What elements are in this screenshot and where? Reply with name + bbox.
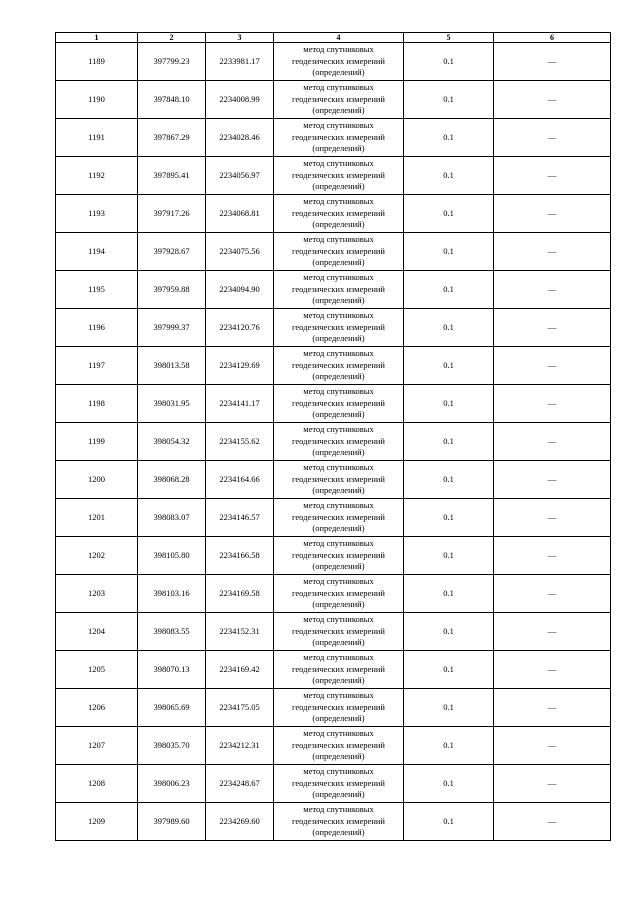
- x-coordinate-cell: 398035.70: [138, 727, 206, 765]
- x-coordinate-cell: 398103.16: [138, 575, 206, 613]
- method-line: геодезических измерений: [292, 549, 385, 560]
- table-row: [56, 385, 611, 423]
- accuracy-cell: 0.1: [404, 803, 494, 841]
- point-number-cell: 1196: [56, 309, 138, 347]
- table-row: [56, 613, 611, 651]
- method-line: геодезических измерений: [292, 511, 385, 522]
- accuracy-cell: 0.1: [404, 43, 494, 81]
- table-row: [56, 727, 611, 765]
- x-coordinate-cell: 398070.13: [138, 651, 206, 689]
- table-header-row: [56, 33, 611, 43]
- point-number-cell: 1208: [56, 765, 138, 803]
- x-coordinate-cell: 398083.07: [138, 499, 206, 537]
- table-row: [56, 537, 611, 575]
- method-cell: [274, 157, 404, 195]
- method-cell: [274, 233, 404, 271]
- note-cell: —: [494, 727, 611, 765]
- method-line: геодезических измерений: [292, 663, 385, 674]
- point-number-cell: 1199: [56, 423, 138, 461]
- note-cell: —: [494, 537, 611, 575]
- method-cell: [274, 271, 404, 309]
- note-cell: —: [494, 195, 611, 233]
- method-line: (определений): [312, 637, 365, 648]
- note-cell: —: [494, 575, 611, 613]
- note-cell: —: [494, 613, 611, 651]
- accuracy-cell: 0.1: [404, 233, 494, 271]
- y-coordinate-cell: 2234141.17: [206, 385, 274, 423]
- method-line: (определений): [312, 827, 365, 838]
- table-row: [56, 765, 611, 803]
- y-coordinate-cell: 2234068.81: [206, 195, 274, 233]
- note-cell: —: [494, 347, 611, 385]
- accuracy-cell: 0.1: [404, 157, 494, 195]
- coordinates-table: [55, 32, 611, 841]
- method-cell: [274, 347, 404, 385]
- point-number-cell: 1209: [56, 803, 138, 841]
- table-row: [56, 195, 611, 233]
- method-line: (определений): [312, 713, 365, 724]
- accuracy-cell: 0.1: [404, 347, 494, 385]
- method-line: (определений): [312, 675, 365, 686]
- method-line: метод спутниковых: [303, 158, 374, 169]
- note-cell: —: [494, 423, 611, 461]
- x-coordinate-cell: 398065.69: [138, 689, 206, 727]
- method-line: геодезических измерений: [292, 777, 385, 788]
- column-header: 2: [138, 33, 206, 43]
- method-cell: [274, 385, 404, 423]
- column-header: 6: [494, 33, 611, 43]
- point-number-cell: 1194: [56, 233, 138, 271]
- table-row: [56, 233, 611, 271]
- method-line: геодезических измерений: [292, 93, 385, 104]
- method-cell: [274, 727, 404, 765]
- y-coordinate-cell: 2234166.58: [206, 537, 274, 575]
- method-line: метод спутниковых: [303, 196, 374, 207]
- x-coordinate-cell: 398031.95: [138, 385, 206, 423]
- note-cell: —: [494, 499, 611, 537]
- accuracy-cell: 0.1: [404, 575, 494, 613]
- method-line: метод спутниковых: [303, 538, 374, 549]
- x-coordinate-cell: 397895.41: [138, 157, 206, 195]
- point-number-cell: 1205: [56, 651, 138, 689]
- accuracy-cell: 0.1: [404, 499, 494, 537]
- method-line: метод спутниковых: [303, 386, 374, 397]
- column-header: 5: [404, 33, 494, 43]
- note-cell: —: [494, 309, 611, 347]
- method-line: (определений): [312, 789, 365, 800]
- method-line: метод спутниковых: [303, 614, 374, 625]
- method-cell: [274, 537, 404, 575]
- point-number-cell: 1201: [56, 499, 138, 537]
- point-number-cell: 1198: [56, 385, 138, 423]
- method-line: (определений): [312, 105, 365, 116]
- accuracy-cell: 0.1: [404, 423, 494, 461]
- method-line: геодезических измерений: [292, 359, 385, 370]
- method-cell: [274, 119, 404, 157]
- note-cell: —: [494, 157, 611, 195]
- method-line: геодезических измерений: [292, 131, 385, 142]
- y-coordinate-cell: 2234146.57: [206, 499, 274, 537]
- y-coordinate-cell: 2234155.62: [206, 423, 274, 461]
- table-row: [56, 119, 611, 157]
- method-line: геодезических измерений: [292, 283, 385, 294]
- point-number-cell: 1203: [56, 575, 138, 613]
- method-line: геодезических измерений: [292, 587, 385, 598]
- method-line: метод спутниковых: [303, 234, 374, 245]
- method-line: (определений): [312, 523, 365, 534]
- method-line: (определений): [312, 561, 365, 572]
- point-number-cell: 1200: [56, 461, 138, 499]
- method-line: геодезических измерений: [292, 207, 385, 218]
- y-coordinate-cell: 2234164.66: [206, 461, 274, 499]
- note-cell: —: [494, 233, 611, 271]
- x-coordinate-cell: 397917.26: [138, 195, 206, 233]
- point-number-cell: 1206: [56, 689, 138, 727]
- table-row: [56, 271, 611, 309]
- column-header: 3: [206, 33, 274, 43]
- column-header: 1: [56, 33, 138, 43]
- method-line: метод спутниковых: [303, 652, 374, 663]
- method-cell: [274, 689, 404, 727]
- method-line: геодезических измерений: [292, 701, 385, 712]
- note-cell: —: [494, 81, 611, 119]
- method-line: (определений): [312, 333, 365, 344]
- y-coordinate-cell: 2234152.31: [206, 613, 274, 651]
- x-coordinate-cell: 397959.88: [138, 271, 206, 309]
- x-coordinate-cell: 398054.32: [138, 423, 206, 461]
- method-cell: [274, 309, 404, 347]
- point-number-cell: 1202: [56, 537, 138, 575]
- point-number-cell: 1207: [56, 727, 138, 765]
- method-cell: [274, 575, 404, 613]
- point-number-cell: 1190: [56, 81, 138, 119]
- x-coordinate-cell: 398006.23: [138, 765, 206, 803]
- method-line: метод спутниковых: [303, 424, 374, 435]
- method-line: геодезических измерений: [292, 435, 385, 446]
- accuracy-cell: 0.1: [404, 727, 494, 765]
- y-coordinate-cell: 2234212.31: [206, 727, 274, 765]
- method-line: (определений): [312, 447, 365, 458]
- method-cell: [274, 651, 404, 689]
- method-line: метод спутниковых: [303, 804, 374, 815]
- x-coordinate-cell: 397928.67: [138, 233, 206, 271]
- method-cell: [274, 461, 404, 499]
- x-coordinate-cell: 398068.28: [138, 461, 206, 499]
- table-row: [56, 81, 611, 119]
- note-cell: —: [494, 689, 611, 727]
- accuracy-cell: 0.1: [404, 537, 494, 575]
- accuracy-cell: 0.1: [404, 689, 494, 727]
- note-cell: —: [494, 271, 611, 309]
- x-coordinate-cell: 397867.29: [138, 119, 206, 157]
- point-number-cell: 1191: [56, 119, 138, 157]
- method-cell: [274, 803, 404, 841]
- y-coordinate-cell: 2234056.97: [206, 157, 274, 195]
- accuracy-cell: 0.1: [404, 195, 494, 233]
- method-line: метод спутниковых: [303, 576, 374, 587]
- accuracy-cell: 0.1: [404, 81, 494, 119]
- method-line: геодезических измерений: [292, 397, 385, 408]
- point-number-cell: 1195: [56, 271, 138, 309]
- y-coordinate-cell: 2234248.67: [206, 765, 274, 803]
- x-coordinate-cell: 398105.80: [138, 537, 206, 575]
- note-cell: —: [494, 765, 611, 803]
- table-row: [56, 575, 611, 613]
- point-number-cell: 1204: [56, 613, 138, 651]
- y-coordinate-cell: 2234075.56: [206, 233, 274, 271]
- method-line: метод спутниковых: [303, 272, 374, 283]
- x-coordinate-cell: 397799.23: [138, 43, 206, 81]
- method-line: геодезических измерений: [292, 739, 385, 750]
- accuracy-cell: 0.1: [404, 119, 494, 157]
- method-cell: [274, 43, 404, 81]
- y-coordinate-cell: 2234269.60: [206, 803, 274, 841]
- y-coordinate-cell: 2234094.90: [206, 271, 274, 309]
- point-number-cell: 1192: [56, 157, 138, 195]
- method-line: (определений): [312, 181, 365, 192]
- method-cell: [274, 613, 404, 651]
- method-line: (определений): [312, 295, 365, 306]
- method-line: метод спутниковых: [303, 690, 374, 701]
- accuracy-cell: 0.1: [404, 385, 494, 423]
- y-coordinate-cell: 2233981.17: [206, 43, 274, 81]
- x-coordinate-cell: 398083.55: [138, 613, 206, 651]
- accuracy-cell: 0.1: [404, 461, 494, 499]
- y-coordinate-cell: 2234028.46: [206, 119, 274, 157]
- note-cell: —: [494, 803, 611, 841]
- method-line: (определений): [312, 599, 365, 610]
- method-line: метод спутниковых: [303, 82, 374, 93]
- method-line: метод спутниковых: [303, 120, 374, 131]
- y-coordinate-cell: 2234129.69: [206, 347, 274, 385]
- note-cell: —: [494, 119, 611, 157]
- y-coordinate-cell: 2234169.58: [206, 575, 274, 613]
- method-cell: [274, 765, 404, 803]
- method-line: метод спутниковых: [303, 500, 374, 511]
- table-row: [56, 461, 611, 499]
- method-line: метод спутниковых: [303, 462, 374, 473]
- method-line: (определений): [312, 143, 365, 154]
- method-line: геодезических измерений: [292, 625, 385, 636]
- x-coordinate-cell: 397989.60: [138, 803, 206, 841]
- method-cell: [274, 81, 404, 119]
- table-row: [56, 157, 611, 195]
- note-cell: —: [494, 461, 611, 499]
- table-row: [56, 651, 611, 689]
- y-coordinate-cell: 2234169.42: [206, 651, 274, 689]
- method-cell: [274, 499, 404, 537]
- table-row: [56, 309, 611, 347]
- point-number-cell: 1189: [56, 43, 138, 81]
- point-number-cell: 1197: [56, 347, 138, 385]
- table-row: [56, 803, 611, 841]
- table-row: [56, 43, 611, 81]
- method-line: геодезических измерений: [292, 321, 385, 332]
- table-row: [56, 347, 611, 385]
- accuracy-cell: 0.1: [404, 765, 494, 803]
- method-cell: [274, 195, 404, 233]
- method-line: (определений): [312, 67, 365, 78]
- method-line: (определений): [312, 485, 365, 496]
- method-line: (определений): [312, 409, 365, 420]
- note-cell: —: [494, 651, 611, 689]
- table-row: [56, 423, 611, 461]
- method-line: метод спутниковых: [303, 728, 374, 739]
- method-line: геодезических измерений: [292, 169, 385, 180]
- note-cell: —: [494, 43, 611, 81]
- method-line: геодезических измерений: [292, 815, 385, 826]
- method-line: (определений): [312, 219, 365, 230]
- table-row: [56, 689, 611, 727]
- method-line: метод спутниковых: [303, 348, 374, 359]
- note-cell: —: [494, 385, 611, 423]
- accuracy-cell: 0.1: [404, 271, 494, 309]
- table-row: [56, 499, 611, 537]
- method-line: (определений): [312, 371, 365, 382]
- column-header: 4: [274, 33, 404, 43]
- y-coordinate-cell: 2234120.76: [206, 309, 274, 347]
- x-coordinate-cell: 397848.10: [138, 81, 206, 119]
- method-line: геодезических измерений: [292, 473, 385, 484]
- table-body: [56, 43, 611, 841]
- accuracy-cell: 0.1: [404, 613, 494, 651]
- method-line: метод спутниковых: [303, 310, 374, 321]
- y-coordinate-cell: 2234175.05: [206, 689, 274, 727]
- accuracy-cell: 0.1: [404, 309, 494, 347]
- x-coordinate-cell: 398013.58: [138, 347, 206, 385]
- method-line: (определений): [312, 257, 365, 268]
- method-line: метод спутниковых: [303, 44, 374, 55]
- method-line: геодезических измерений: [292, 245, 385, 256]
- y-coordinate-cell: 2234008.99: [206, 81, 274, 119]
- method-line: метод спутниковых: [303, 766, 374, 777]
- x-coordinate-cell: 397999.37: [138, 309, 206, 347]
- method-line: (определений): [312, 751, 365, 762]
- method-line: геодезических измерений: [292, 55, 385, 66]
- accuracy-cell: 0.1: [404, 651, 494, 689]
- method-cell: [274, 423, 404, 461]
- point-number-cell: 1193: [56, 195, 138, 233]
